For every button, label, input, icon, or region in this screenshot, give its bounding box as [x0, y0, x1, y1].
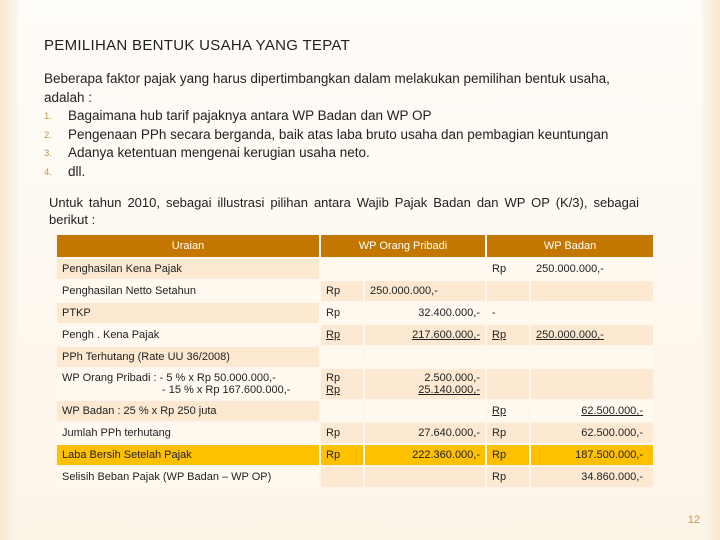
- list-item-text: Bagaimana hub tarif pajaknya antara WP Badan dan WP OP: [68, 108, 432, 123]
- badan-amount: 34.860.000,-: [531, 467, 653, 487]
- op-rp: Rp: [321, 445, 363, 465]
- list-item: [44, 107, 684, 126]
- row-label: PTKP: [57, 303, 319, 323]
- header-wp-badan: WP Badan: [487, 235, 653, 257]
- table-row: [57, 401, 653, 421]
- table-row: [57, 369, 653, 399]
- badan-rp: Rp: [487, 325, 529, 345]
- list-number: 1.: [44, 111, 52, 122]
- rate-line-2: - 15 % x Rp 167.600.000,-: [162, 384, 291, 396]
- list-item-text: Pengenaan PPh secara berganda, baik atas laba bruto usaha dan pembagian keuntungan: [68, 126, 609, 142]
- row-label: Jumlah PPh terhutang: [57, 423, 319, 443]
- row-label: WP Badan : 25 % x Rp 250 juta: [57, 401, 319, 421]
- badan-rp: Rp: [487, 401, 529, 421]
- op-rp: Rp: [321, 303, 363, 323]
- page-number: 12: [687, 514, 700, 526]
- table-row: [57, 423, 653, 443]
- row-label: Penghasilan Netto Setahun: [57, 281, 319, 301]
- intro-text: [44, 70, 684, 181]
- badan-rp: -: [487, 303, 529, 323]
- rate-line-1: WP Orang Pribadi : - 5 % x Rp 50.000.000,-: [62, 372, 276, 384]
- badan-amount: 187.500.000,-: [531, 445, 653, 465]
- op-rp-pair: [321, 369, 363, 399]
- badan-amount: 250.000.000,-: [531, 325, 653, 345]
- slide-edge-right: [702, 0, 720, 540]
- factor-list: [44, 107, 684, 181]
- slide-title: PEMILIHAN BENTUK USAHA YANG TEPAT: [44, 37, 351, 54]
- table-row: [57, 303, 653, 323]
- list-number: 2.: [44, 129, 52, 141]
- list-item: [44, 163, 684, 182]
- badan-rp: Rp: [487, 467, 529, 487]
- op-rp: Rp: [326, 384, 341, 396]
- badan-rp: Rp: [487, 423, 529, 443]
- badan-amount: 62.500.000,-: [531, 401, 653, 421]
- list-number: 4.: [44, 166, 52, 178]
- op-amount: 25.140.000,-: [418, 384, 481, 396]
- header-uraian: Uraian: [57, 235, 319, 257]
- comparison-table: [55, 233, 655, 489]
- badan-rp: Rp: [487, 445, 529, 465]
- table-row: [57, 347, 653, 367]
- row-label-op-rate: [57, 369, 319, 399]
- row-label: PPh Terhutang (Rate UU 36/2008): [57, 347, 319, 367]
- op-rp: Rp: [321, 325, 363, 345]
- table-row: [57, 325, 653, 345]
- op-amount: 217.600.000,-: [365, 325, 485, 345]
- badan-amount: 62.500.000,-: [531, 423, 653, 443]
- op-rp: Rp: [321, 423, 363, 443]
- op-amount: 250.000.000,-: [365, 281, 485, 301]
- op-rp: Rp: [326, 372, 341, 384]
- table-row: [57, 259, 653, 279]
- op-amount: 222.360.000,-: [365, 445, 485, 465]
- row-label: Laba Bersih Setelah Pajak: [57, 445, 319, 465]
- intro-line-2: adalah :: [44, 89, 93, 105]
- row-label: Pengh . Kena Pajak: [57, 325, 319, 345]
- list-item: [44, 126, 684, 145]
- illustration-subtitle: Untuk tahun 2010, sebagai illustrasi pilihan antara Wajib Pajak Badan dan WP OP (K/3), sebagai berikut :: [49, 195, 639, 227]
- op-amount-pair: [365, 369, 485, 399]
- row-label: Penghasilan Kena Pajak: [57, 259, 319, 279]
- badan-amount: 250.000.000,-: [531, 259, 653, 279]
- list-item-text: dll.: [68, 163, 86, 179]
- slide-edge-left: [0, 0, 18, 540]
- list-item: [44, 144, 684, 163]
- header-wp-op: WP Orang Pribadi: [321, 235, 485, 257]
- table-row: [57, 467, 653, 487]
- list-number: 3.: [44, 148, 52, 159]
- row-label: Selisih Beban Pajak (WP Badan – WP OP): [57, 467, 319, 487]
- intro-line-1: Beberapa faktor pajak yang harus dipertimbangkan dalam melakukan pemilihan bentuk usaha,: [44, 71, 610, 86]
- table-header-row: [57, 235, 653, 257]
- table-row-highlight: [57, 445, 653, 465]
- op-amount: 2.500.000,-: [424, 372, 481, 384]
- op-rp: Rp: [321, 281, 363, 301]
- op-amount: 27.640.000,-: [365, 423, 485, 443]
- badan-rp: Rp: [487, 259, 529, 279]
- op-amount: 32.400.000,-: [365, 303, 485, 323]
- table-row: [57, 281, 653, 301]
- list-item-text: Adanya ketentuan mengenai kerugian usaha neto.: [68, 145, 370, 160]
